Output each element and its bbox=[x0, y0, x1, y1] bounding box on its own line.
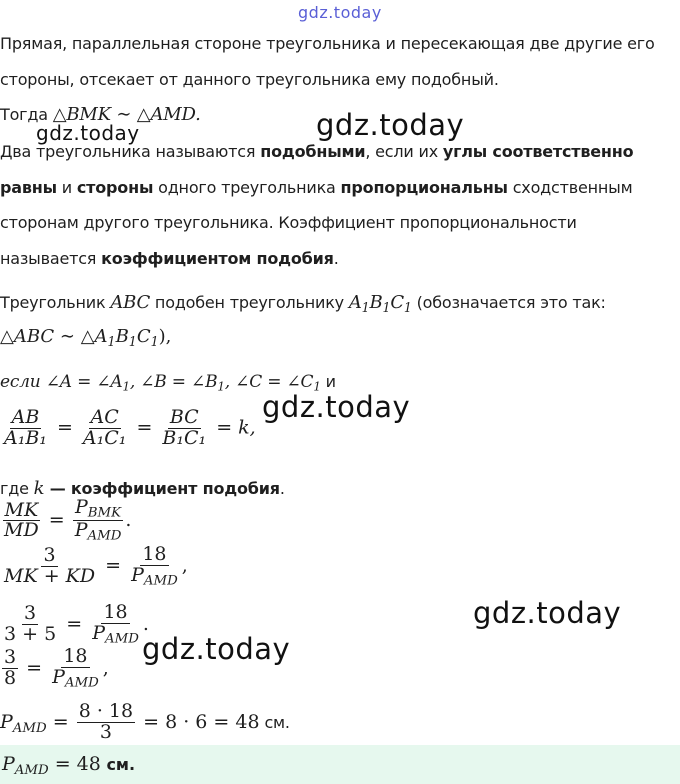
denominator: B₁C₁ bbox=[162, 426, 207, 449]
answer-formula bbox=[2, 753, 135, 778]
term-sides: стороны bbox=[76, 178, 154, 197]
ratio-formula: $\frac{AB}{\text{A₁B₁}}$ = $\frac{AC}{\text{A₁C₁}}$ = $\frac{BC}{\text{B₁C₁}}$ = k, bbox=[4, 406, 256, 449]
coefficient-line bbox=[0, 478, 285, 499]
math-var: C bbox=[390, 292, 404, 313]
header-watermark: gdz.today bbox=[298, 3, 382, 22]
numerator: 18 bbox=[63, 645, 88, 667]
numerator: 18 bbox=[142, 543, 167, 565]
numerator: AB bbox=[11, 406, 40, 428]
math-var: , ∠B = ∠B bbox=[129, 372, 218, 392]
definition-line bbox=[0, 142, 633, 161]
denominator: MD bbox=[4, 519, 39, 542]
math-punct: ), bbox=[158, 326, 172, 347]
formula-3: $\frac{3}{3 + 5}$ = $\frac{18}{P_{AMD}}$ . bbox=[4, 601, 149, 647]
formula-tail: = k, bbox=[210, 416, 256, 439]
subscript: AMD bbox=[12, 720, 47, 736]
text-line: стороны, отсекает от данного треугольника ему подобный. bbox=[0, 70, 499, 89]
term-angles: углы соответственно bbox=[442, 142, 634, 161]
math-var: B bbox=[369, 292, 383, 313]
watermark: gdz.today bbox=[473, 596, 622, 630]
math-var: C bbox=[136, 326, 151, 347]
numerator: 3 bbox=[4, 646, 17, 669]
denominator: MK + KD bbox=[4, 565, 96, 588]
formula-tail: , bbox=[181, 554, 188, 577]
math-var: △ABC ∼ △A bbox=[0, 326, 108, 347]
formula-tail: . bbox=[142, 613, 149, 636]
numerator: 8 · 18 bbox=[78, 700, 134, 722]
numerator: 3 bbox=[43, 544, 56, 567]
example-line bbox=[0, 292, 606, 315]
watermark: gdz.today bbox=[36, 121, 140, 145]
text-span: одного треугольника bbox=[153, 178, 341, 197]
unit: см. bbox=[259, 712, 290, 732]
math-sub: 1 bbox=[122, 379, 130, 394]
text-span: (обозначается это так: bbox=[411, 293, 606, 312]
denominator: P bbox=[92, 621, 105, 644]
example-formula bbox=[0, 326, 171, 349]
denominator: P bbox=[52, 665, 65, 688]
similarity-formula: △BMK ∼ △AMD. bbox=[52, 104, 201, 125]
math-var: A bbox=[348, 292, 362, 313]
unit: см. bbox=[100, 755, 136, 774]
math-sub: 1 bbox=[107, 333, 116, 349]
denominator: A₁C₁ bbox=[82, 426, 127, 449]
numerator: AC bbox=[90, 406, 119, 428]
definition-line: сторонам другого треугольника. Коэффициент пропорциональности bbox=[0, 213, 577, 232]
text-span: . bbox=[279, 479, 285, 498]
text-span: Два треугольника называются bbox=[0, 142, 261, 161]
text-line: Прямая, параллельная стороне треугольника и пересекающая две другие его bbox=[0, 34, 655, 53]
numerator: BC bbox=[169, 406, 199, 428]
formula-tail: , bbox=[102, 657, 109, 680]
formula-4: $\frac{3}{8}$ = $\frac{18}{P_{AMD}}$ , bbox=[4, 645, 109, 691]
math-var: если ∠A = ∠A bbox=[0, 372, 123, 392]
subscript: AMD bbox=[14, 762, 49, 778]
watermark: gdz.today bbox=[262, 390, 411, 424]
text-span: называется bbox=[0, 249, 102, 268]
watermark: gdz.today bbox=[142, 632, 291, 666]
math-sub: 1 bbox=[382, 299, 391, 315]
text-span: и bbox=[56, 178, 77, 197]
term-coefficient: коэффициентом подобия bbox=[101, 249, 334, 268]
formula-5: $P_{AMD}$ = $\frac{8 \cdot 18}{3}$ = 8 · 6 = 48 см. bbox=[0, 700, 290, 743]
math-sub: 1 bbox=[361, 299, 370, 315]
text-span: . bbox=[333, 249, 339, 268]
formula-2: $\frac{3}{MK + KD}$ = $\frac{18}{P_{AMD}}$ , bbox=[4, 543, 188, 589]
denominator: P bbox=[74, 519, 88, 542]
term-equal: равны bbox=[0, 178, 57, 197]
subscript: AMD bbox=[143, 573, 178, 589]
formula-tail: . bbox=[125, 508, 132, 531]
text-span: подобен треугольнику bbox=[150, 293, 349, 312]
definition-line bbox=[0, 178, 632, 197]
togda-label: Тогда bbox=[0, 105, 48, 124]
text-span: сходственным bbox=[507, 178, 633, 197]
denominator: A₁B₁ bbox=[4, 426, 47, 449]
math-var: P bbox=[2, 753, 15, 775]
subscript: AMD bbox=[104, 631, 139, 647]
formula-rhs: = 48 bbox=[48, 753, 101, 775]
term-coefficient: коэффициент подобия bbox=[70, 479, 280, 498]
math-var: P bbox=[0, 710, 13, 733]
subscript: AMD bbox=[87, 528, 122, 544]
definition-line bbox=[0, 249, 339, 268]
text-span: Треугольник bbox=[0, 293, 111, 312]
watermark: gdz.today bbox=[316, 108, 465, 142]
numerator: 18 bbox=[103, 601, 128, 623]
text-span: , если их bbox=[365, 142, 443, 161]
text-span: и bbox=[320, 372, 336, 391]
math-sub: 1 bbox=[403, 299, 412, 315]
term-similar: подобными bbox=[260, 142, 366, 161]
denominator: 3 + 5 bbox=[4, 623, 57, 646]
math-k: k bbox=[33, 478, 45, 499]
math-var: B bbox=[115, 326, 129, 347]
numerator: MK bbox=[4, 498, 39, 521]
denominator: 8 bbox=[4, 667, 17, 690]
numerator: P bbox=[74, 496, 88, 518]
text-span: — bbox=[44, 479, 71, 498]
term-proportional: пропорциональны bbox=[340, 178, 508, 197]
subscript: AMD bbox=[64, 675, 99, 691]
formula-rhs: = 8 · 6 = 48 bbox=[137, 710, 260, 733]
formula-1: $\frac{MK}{MD}$ = $\frac{P_{BMK}}{P_{AMD}}$ . bbox=[4, 496, 132, 544]
denominator: P bbox=[131, 563, 144, 586]
math-var: , ∠C = ∠C bbox=[224, 372, 314, 392]
numerator: 3 bbox=[24, 602, 37, 625]
math-sub: 1 bbox=[128, 333, 137, 349]
subscript: BMK bbox=[87, 505, 122, 521]
denominator: 3 bbox=[99, 720, 112, 743]
math-abc: ABC bbox=[110, 292, 151, 313]
math-sub: 1 bbox=[150, 333, 159, 349]
text-span: где bbox=[0, 479, 34, 498]
math-sub: 1 bbox=[217, 379, 225, 394]
math-sub: 1 bbox=[313, 379, 321, 394]
